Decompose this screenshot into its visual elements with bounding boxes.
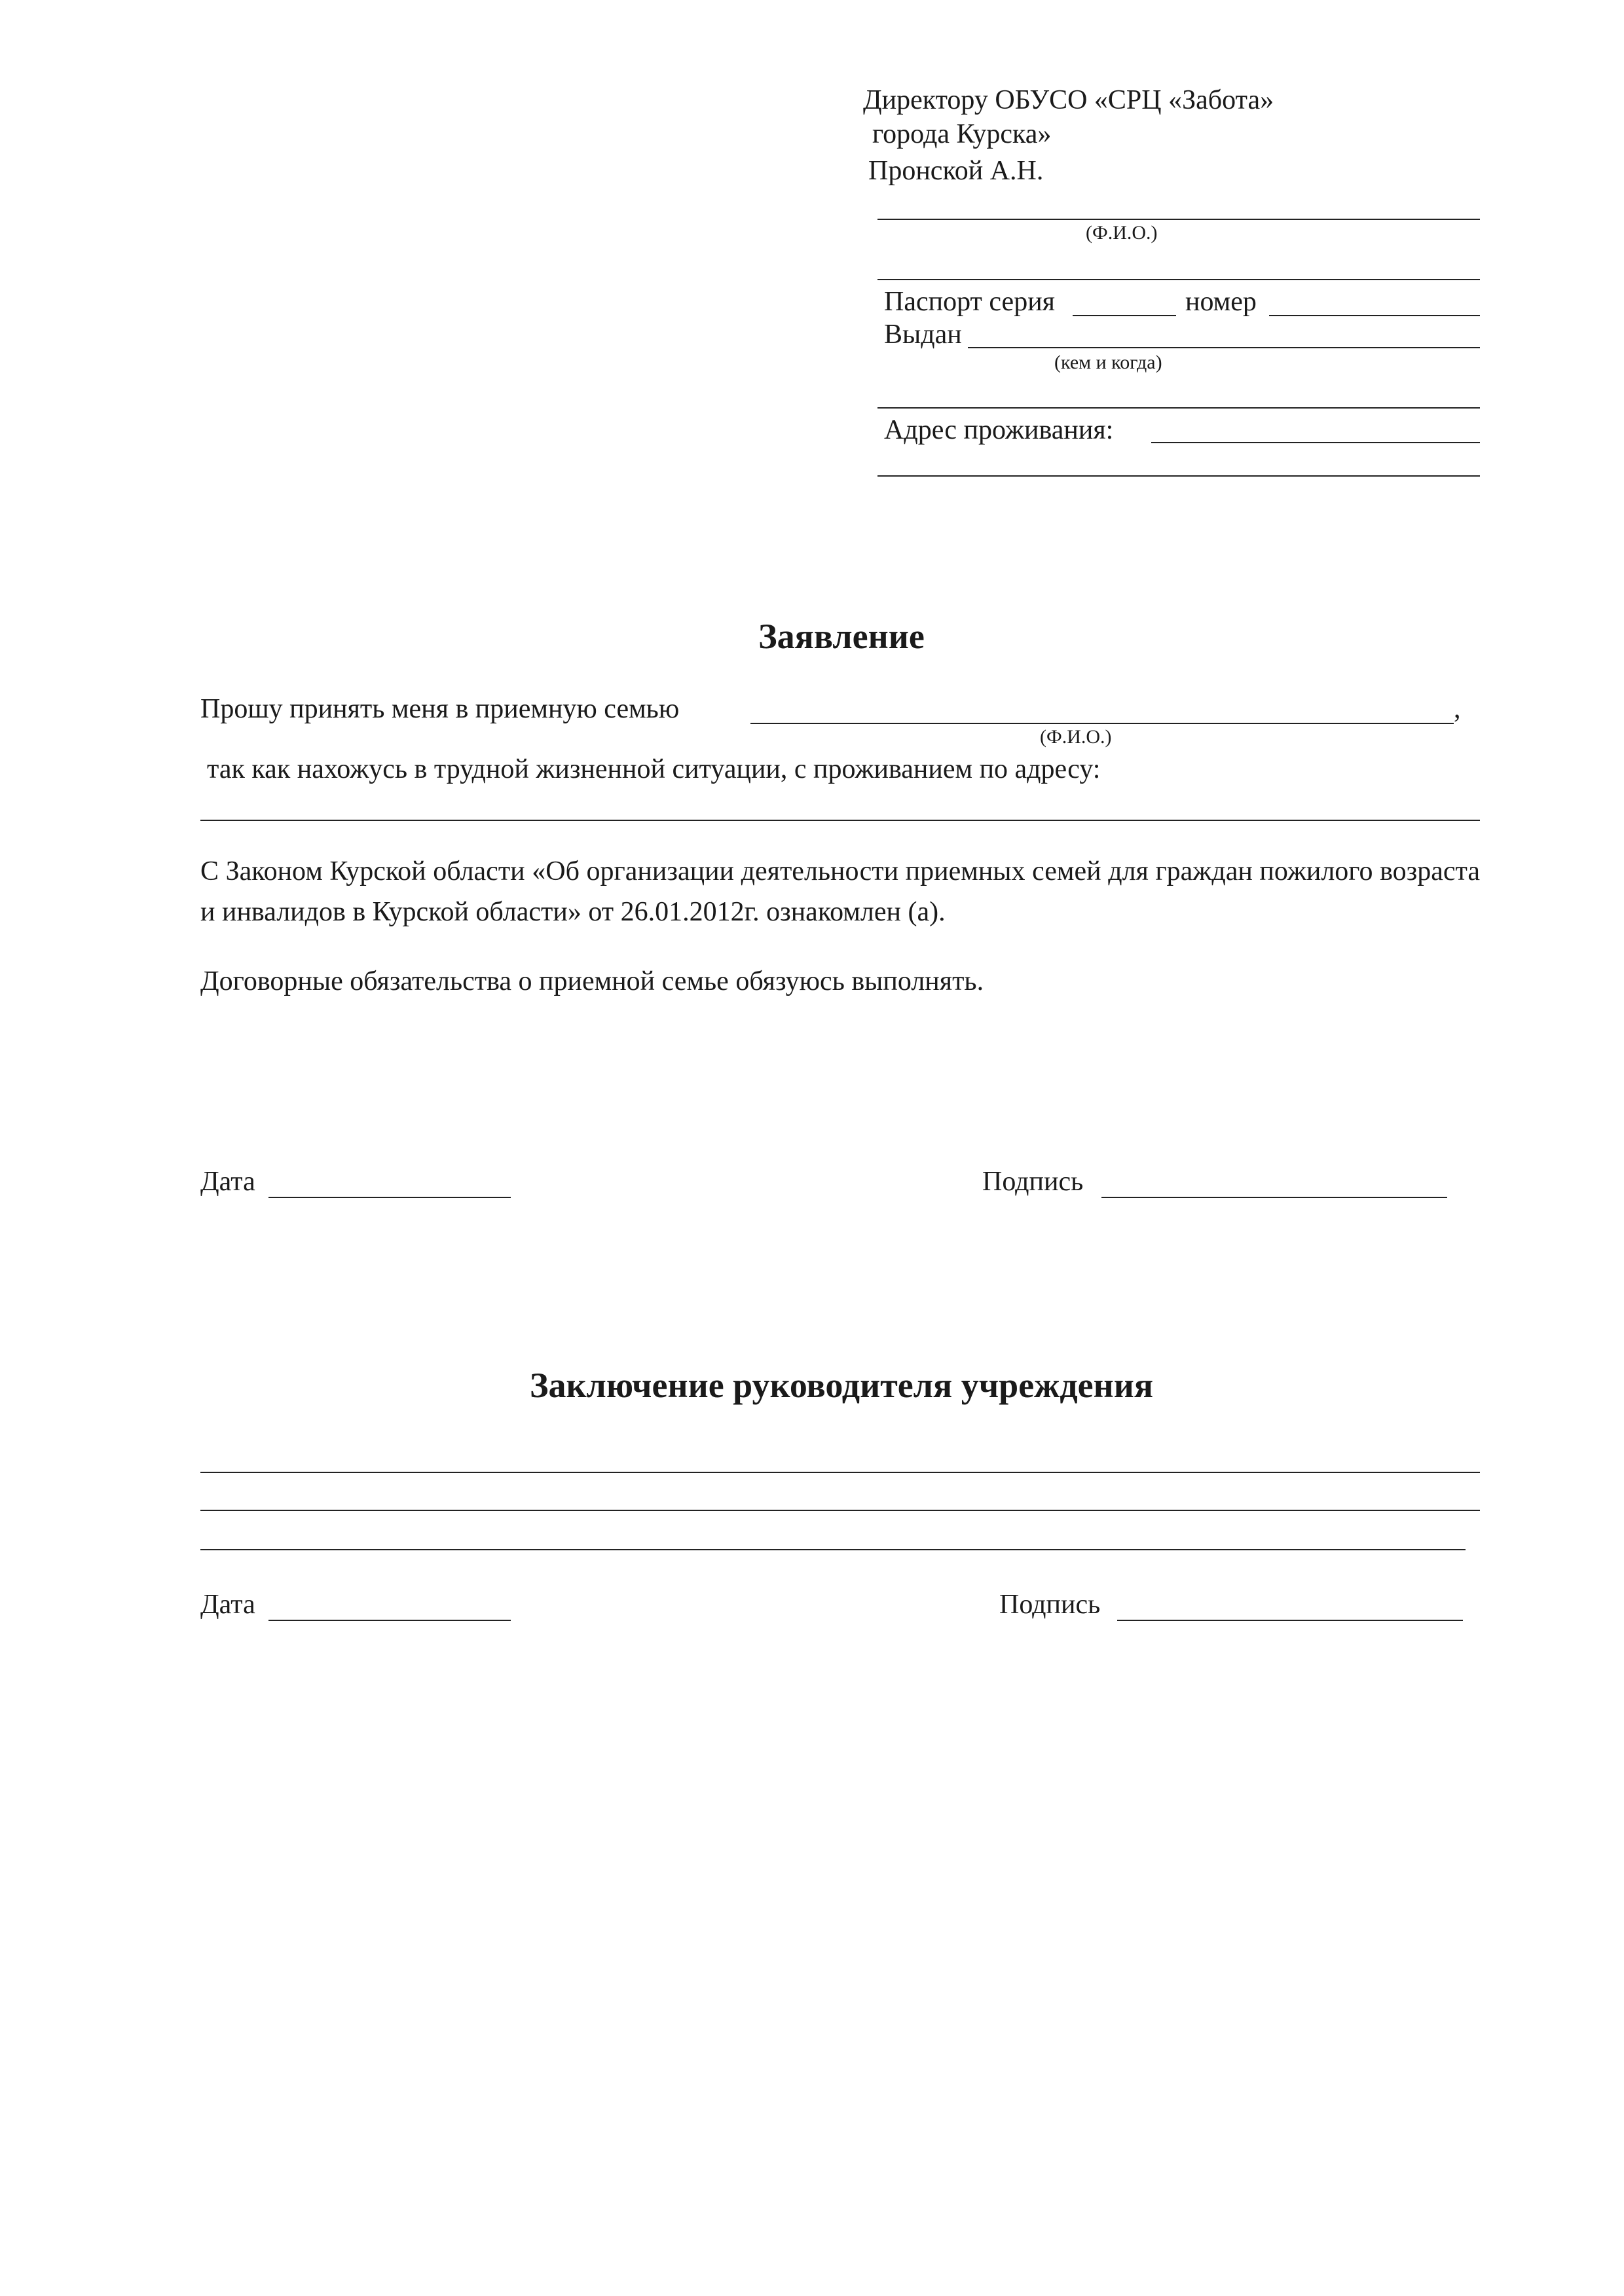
conclusion-signature-label: Подпись: [999, 1590, 1101, 1620]
request-comma: ,: [1454, 694, 1461, 724]
fio-hint: (Ф.И.О.): [1086, 222, 1158, 244]
family-fio-field[interactable]: [750, 723, 1454, 724]
addressee-line-1: Директору ОБУСО «СРЦ «Забота»: [863, 85, 1274, 115]
applicant-fio-field-2[interactable]: [877, 279, 1480, 280]
conclusion-line-1[interactable]: [200, 1472, 1480, 1473]
passport-series-field[interactable]: [1073, 315, 1176, 316]
request-text: Прошу принять меня в приемную семью: [200, 694, 680, 724]
residence-address-field[interactable]: [200, 820, 1480, 821]
passport-series-label: Паспорт серия: [884, 287, 1055, 317]
passport-issued-field[interactable]: [968, 347, 1480, 348]
addressee-line-3: Пронской А.Н.: [868, 156, 1044, 186]
obligations-text: Договорные обязательства о приемной семье обязуюсь выполнять.: [200, 966, 984, 996]
application-date-field[interactable]: [268, 1197, 511, 1198]
passport-number-label: номер: [1185, 287, 1257, 317]
application-title: Заявление: [758, 617, 925, 656]
applicant-fio-field[interactable]: [877, 219, 1480, 220]
conclusion-date-field[interactable]: [268, 1620, 511, 1621]
conclusion-line-3[interactable]: [200, 1549, 1466, 1550]
address-field[interactable]: [1151, 442, 1480, 443]
situation-text: так как нахожусь в трудной жизненной ситуации, с проживанием по адресу:: [207, 754, 1101, 784]
family-fio-hint: (Ф.И.О.): [1040, 726, 1112, 748]
conclusion-date-label: Дата: [200, 1590, 255, 1620]
address-field-2[interactable]: [877, 475, 1480, 477]
law-acknowledgement: С Законом Курской области «Об организации деятельности приемных семей для граждан пожилого возраста и инвалидов в Курской области» от 26.01.2012г. ознакомлен (а).: [200, 856, 1480, 927]
application-date-label: Дата: [200, 1167, 255, 1197]
conclusion-signature-field[interactable]: [1117, 1620, 1463, 1621]
issued-hint: (кем и когда): [1054, 352, 1162, 373]
passport-issued-field-2[interactable]: [877, 407, 1480, 409]
issued-label: Выдан: [884, 319, 962, 350]
application-signature-field[interactable]: [1101, 1197, 1447, 1198]
address-label: Адрес проживания:: [884, 415, 1114, 445]
conclusion-line-2[interactable]: [200, 1510, 1480, 1511]
passport-number-field[interactable]: [1269, 315, 1480, 316]
addressee-line-2: города Курска»: [872, 119, 1052, 149]
conclusion-title: Заключение руководителя учреждения: [529, 1366, 1154, 1405]
application-signature-label: Подпись: [982, 1167, 1084, 1197]
